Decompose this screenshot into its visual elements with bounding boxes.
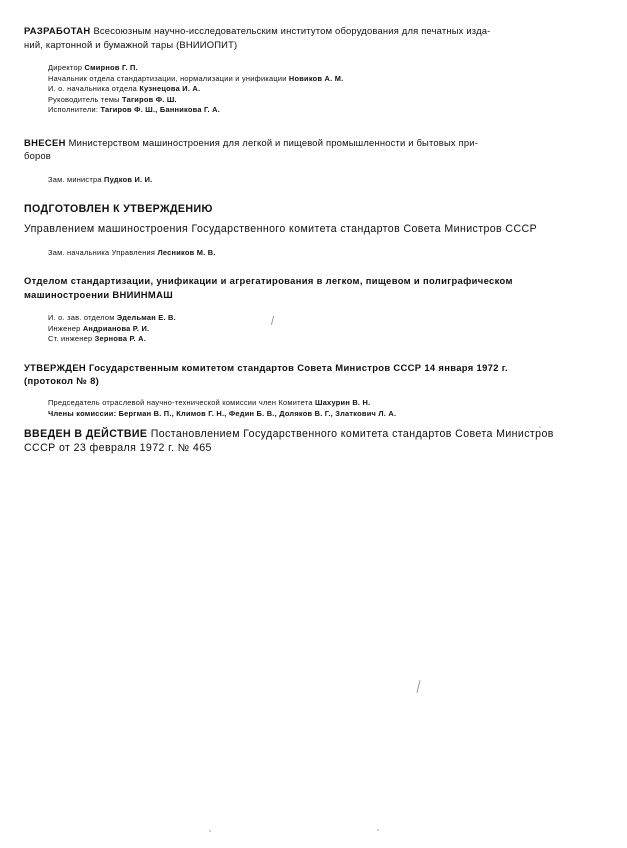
person-row	[48, 74, 604, 85]
person-name: Лесников М. В.	[157, 247, 216, 257]
section-heading-line2: боров	[24, 150, 51, 162]
section-heading	[24, 136, 604, 150]
scan-artifact-slash	[416, 680, 420, 693]
person-role: Председатель отраслевой научно-технической комиссии член Комитета	[48, 397, 316, 407]
section-razrabotan	[24, 24, 604, 116]
section-utverzhden	[24, 361, 604, 419]
section-vveden	[24, 427, 604, 455]
section-heading-bold: РАЗРАБОТАН	[24, 25, 91, 36]
person-name: Эдельман Е. В.	[116, 313, 176, 323]
person-name: Зернова Р. А.	[94, 334, 147, 344]
person-row	[48, 313, 604, 324]
person-name: Смирнов Г. П.	[84, 63, 138, 72]
section-heading-bold: ВВЕДЕН В ДЕЙСТВИЕ	[24, 428, 148, 441]
person-name: Тагиров Ф. Ш.	[122, 94, 177, 104]
section-otdelom	[24, 274, 604, 345]
person-name: Пудков И. И.	[104, 174, 153, 184]
person-name: Кузнецова И. А.	[139, 84, 201, 94]
person-role: Руководитель темы	[48, 94, 123, 104]
section-vnesen	[24, 136, 604, 186]
person-row	[48, 95, 604, 106]
person-role: И. о. зав. отделом	[48, 313, 117, 323]
document-body	[24, 24, 604, 455]
person-name: Андрианова Р. И.	[82, 323, 150, 333]
person-row	[48, 175, 604, 186]
person-role: Зам. начальника Управления	[48, 247, 158, 257]
section-heading-line2: (протокол № 8)	[24, 375, 100, 387]
section-heading-bold: УТВЕРЖДЕН	[24, 361, 87, 373]
section-heading	[24, 274, 604, 288]
person-row	[48, 324, 604, 335]
section-heading	[24, 427, 604, 441]
section-heading-line2: ний, картонной и бумажной тары (ВНИИОПИТ)	[24, 38, 238, 50]
section-heading-bold: ПОДГОТОВЛЕН К УТВЕРЖДЕНИЮ	[24, 202, 213, 215]
section-heading-rest: Министерством машиностроения для легкой и пищевой промышленности и бытовых при-	[68, 136, 479, 148]
section-heading	[24, 361, 604, 375]
section-heading	[24, 202, 604, 216]
person-role: Зам. министра	[48, 174, 105, 184]
section-heading-rest: Всесоюзным научно-исследовательским институтом оборудования для печатных изда-	[93, 25, 491, 36]
person-role: Исполнители:	[48, 105, 101, 115]
scan-speck	[377, 829, 379, 831]
person-role: Инженер	[48, 323, 83, 333]
scan-speck	[209, 830, 211, 832]
section-subheading: Управлением машиностроения Государственного комитета стандартов Совета Министров СССР	[24, 222, 538, 235]
person-role: Члены комиссии:	[48, 408, 119, 418]
people-list	[48, 313, 604, 345]
people-list	[48, 175, 604, 186]
person-row	[48, 409, 604, 420]
person-row	[48, 398, 604, 409]
person-row	[48, 334, 604, 345]
person-row	[48, 84, 604, 95]
people-list	[48, 398, 604, 419]
person-role: Директор	[48, 63, 85, 72]
person-role: Ст. инженер	[48, 334, 95, 344]
section-heading-rest: Постановлением Государственного комитета стандартов Совета Министров	[150, 428, 554, 441]
section-heading-bold: ВНЕСЕН	[24, 136, 66, 148]
section-heading-bold: Отделом стандартизации, унификации и агрегатирования в легком, пищевом и полиграфическом	[24, 275, 513, 287]
people-list	[48, 63, 604, 116]
scan-speck	[539, 426, 541, 428]
person-role: Начальник отдела стандартизации, нормализации и унификации	[48, 73, 289, 83]
people-list	[48, 248, 604, 259]
person-row	[48, 248, 604, 259]
section-heading-rest: Государственным комитетом стандартов Совета Министров СССР 14 января 1972 г.	[89, 361, 509, 373]
section-heading-line2: машиностроении ВНИИНМАШ	[24, 288, 173, 300]
person-name: Шахурин В. Н.	[315, 397, 371, 407]
person-name: Бергман В. П., Климов Г. Н., Федин Б. В., Доляков В. Г., Златкович Л. А.	[118, 408, 397, 418]
person-row	[48, 105, 604, 116]
section-heading	[24, 24, 604, 38]
person-role: И. о. начальника отдела	[48, 84, 140, 94]
person-name: Новиков А. М.	[288, 73, 344, 83]
section-heading-line2: СССР от 23 февраля 1972 г. № 465	[24, 442, 212, 455]
person-row	[48, 63, 604, 74]
person-name: Тагиров Ф. Ш., Банникова Г. А.	[100, 105, 221, 115]
section-podgotovlen	[24, 202, 604, 259]
